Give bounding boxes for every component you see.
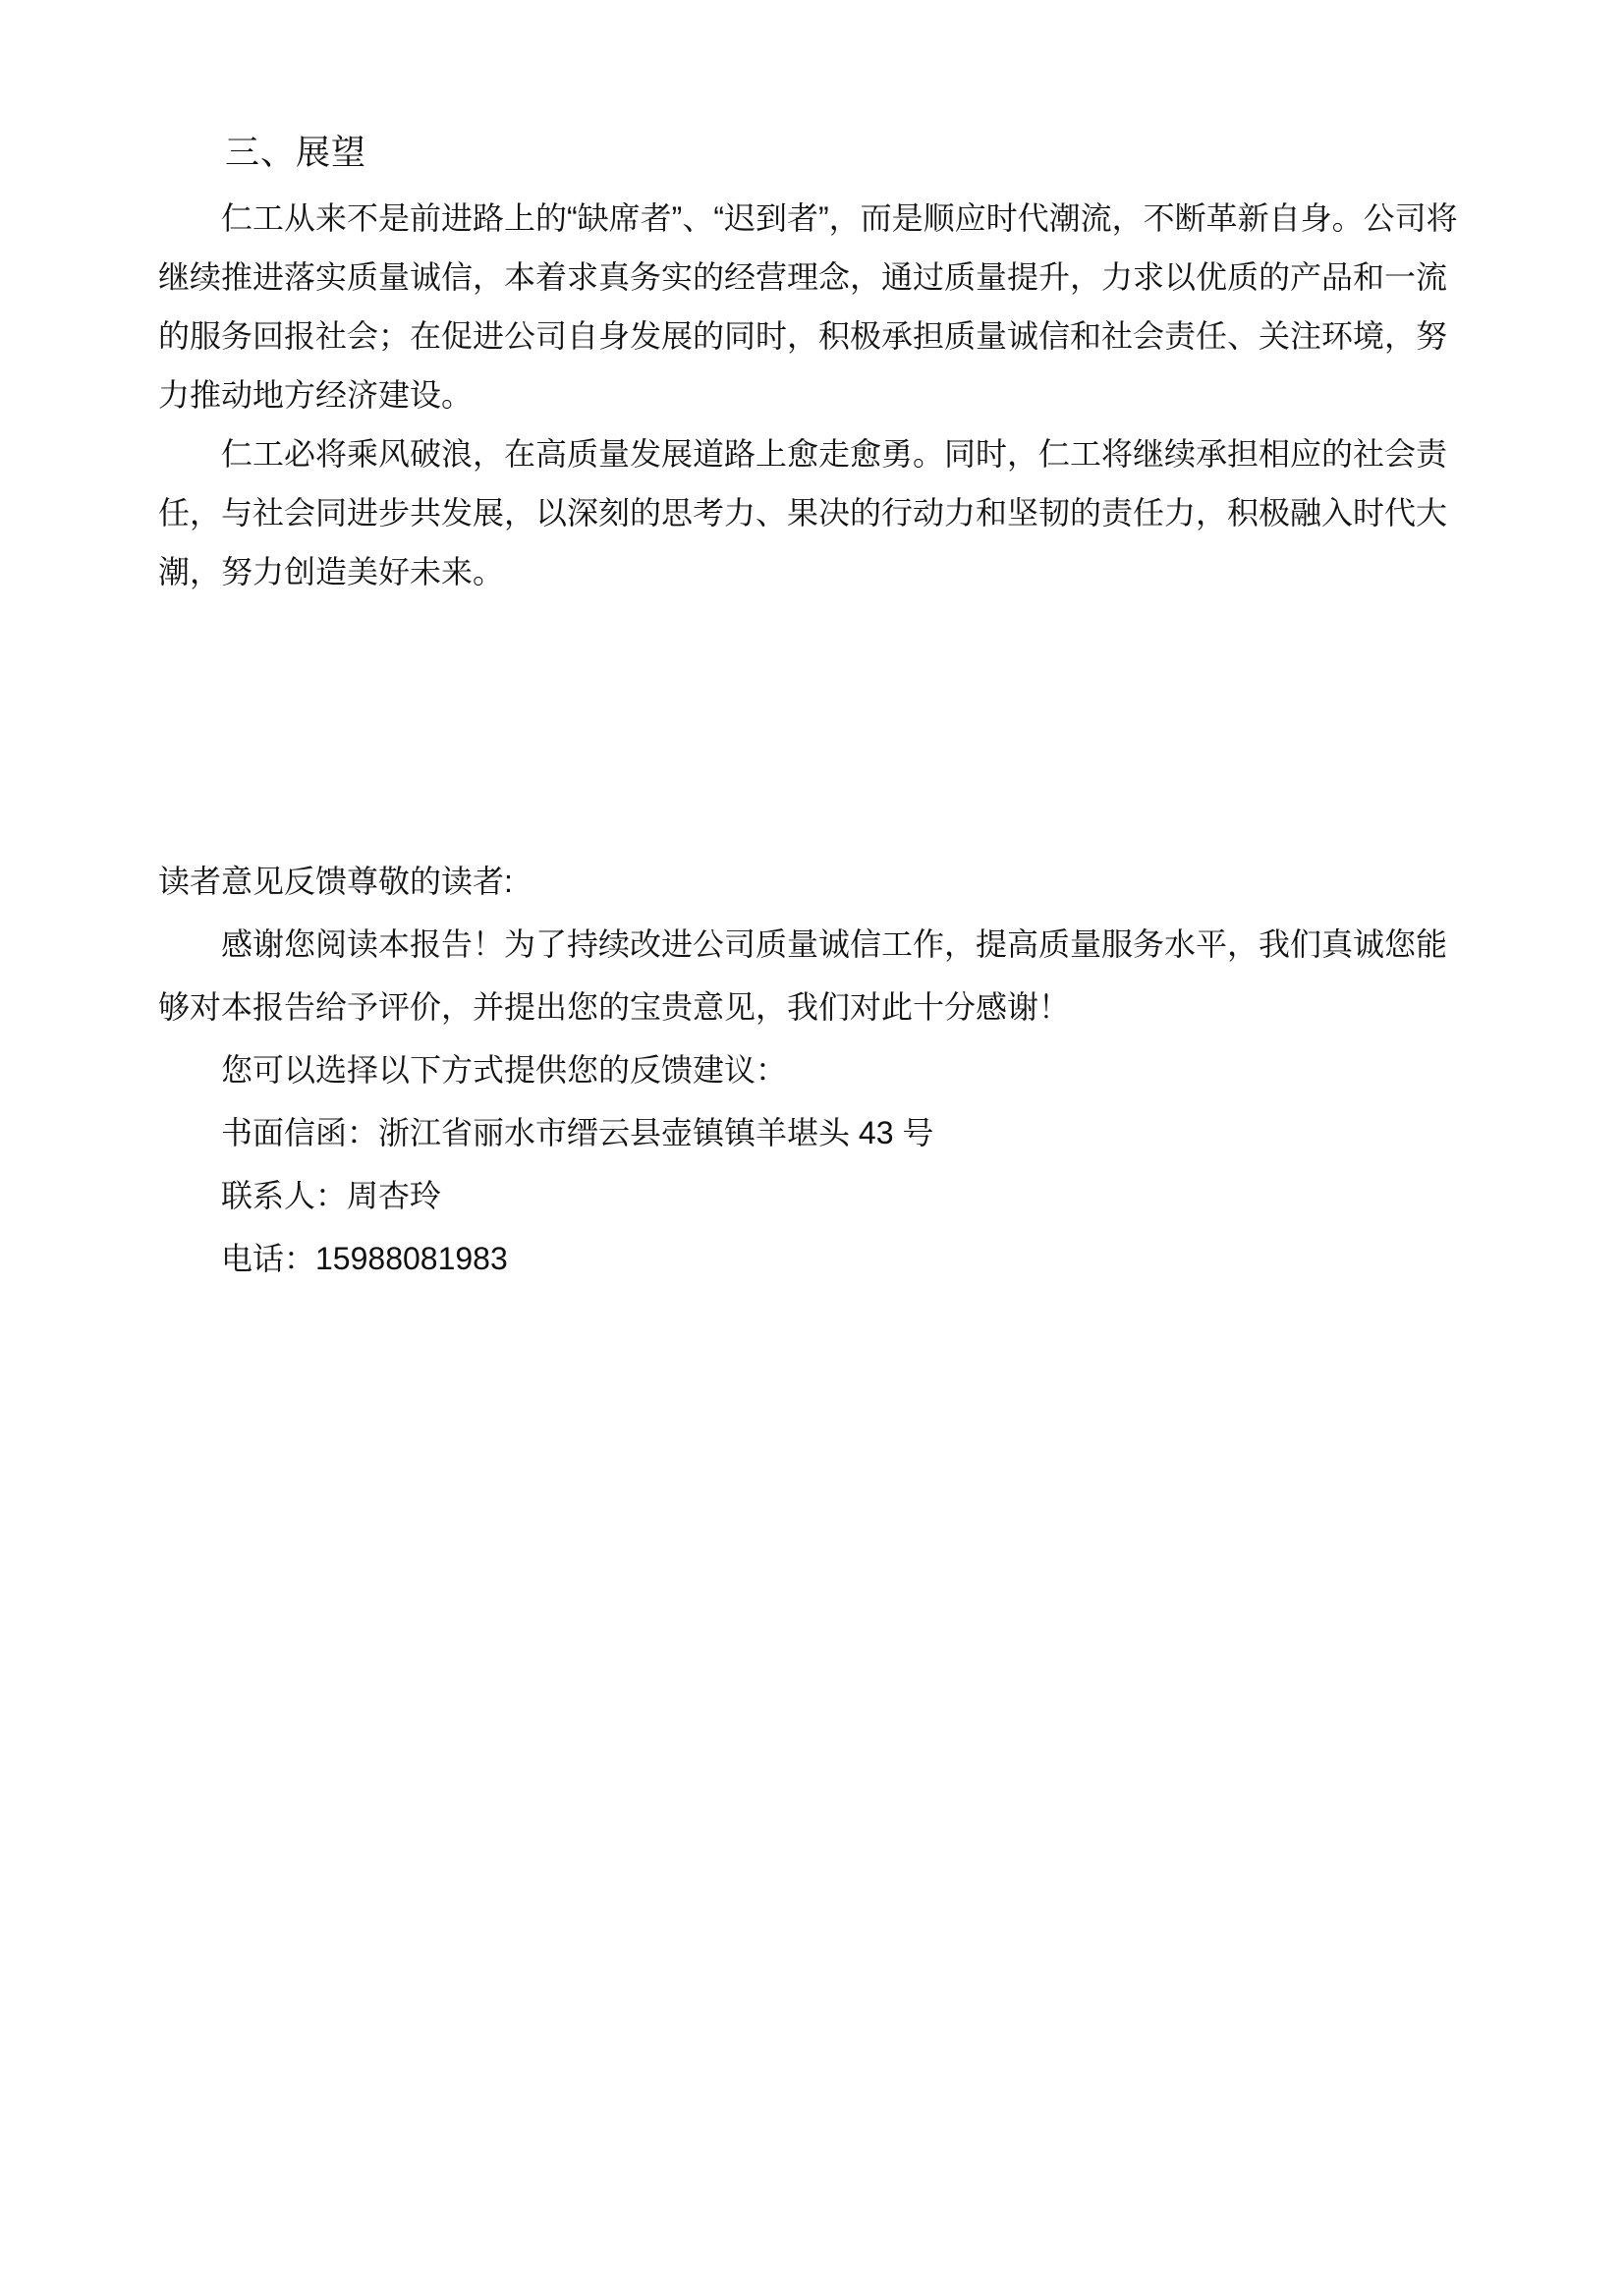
outlook-paragraph-1: 仁工从来不是前进路上的“缺席者”、“迟到者”，而是顺应时代潮流，不断革新自身。公司将继续推进落实质量诚信，本着求真务实的经营理念，通过质量提升，力求以优质的产品和一流的服务回报社会；在促进公司自身发展的同时，积极承担质量诚信和社会责任、关注环境，努力推动地方经济建设。 <box>158 200 1458 413</box>
section-heading: 三、展望 <box>225 134 367 172</box>
blank-gap <box>158 601 1465 850</box>
feedback-mail-address-line: 书面信函：浙江省丽水市缙云县壶镇镇羊堪头 43 号 <box>221 1115 934 1150</box>
feedback-phone-line: 电话：15988081983 <box>221 1241 508 1276</box>
outlook-paragraph-2: 仁工必将乘风破浪，在高质量发展道路上愈走愈勇。同时，仁工将继续承担相应的社会责任，与社会同进步共发展，以深刻的思考力、果决的行动力和坚韧的责任力，积极融入时代大潮，努力创造美好未来。 <box>158 436 1448 589</box>
feedback-contact-person-line: 联系人：周杏玲 <box>221 1178 442 1213</box>
page-text-block <box>158 0 1465 1290</box>
feedback-salutation: 读者意见反馈尊敬的读者: <box>158 864 513 899</box>
feedback-thanks-paragraph: 感谢您阅读本报告！为了持续改进公司质量诚信工作，提高质量服务水平，我们真诚您能够对本报告给予评价，并提出您的宝贵意见，我们对此十分感谢！ <box>158 926 1448 1025</box>
feedback-options-intro: 您可以选择以下方式提供您的反馈建议： <box>221 1052 788 1088</box>
